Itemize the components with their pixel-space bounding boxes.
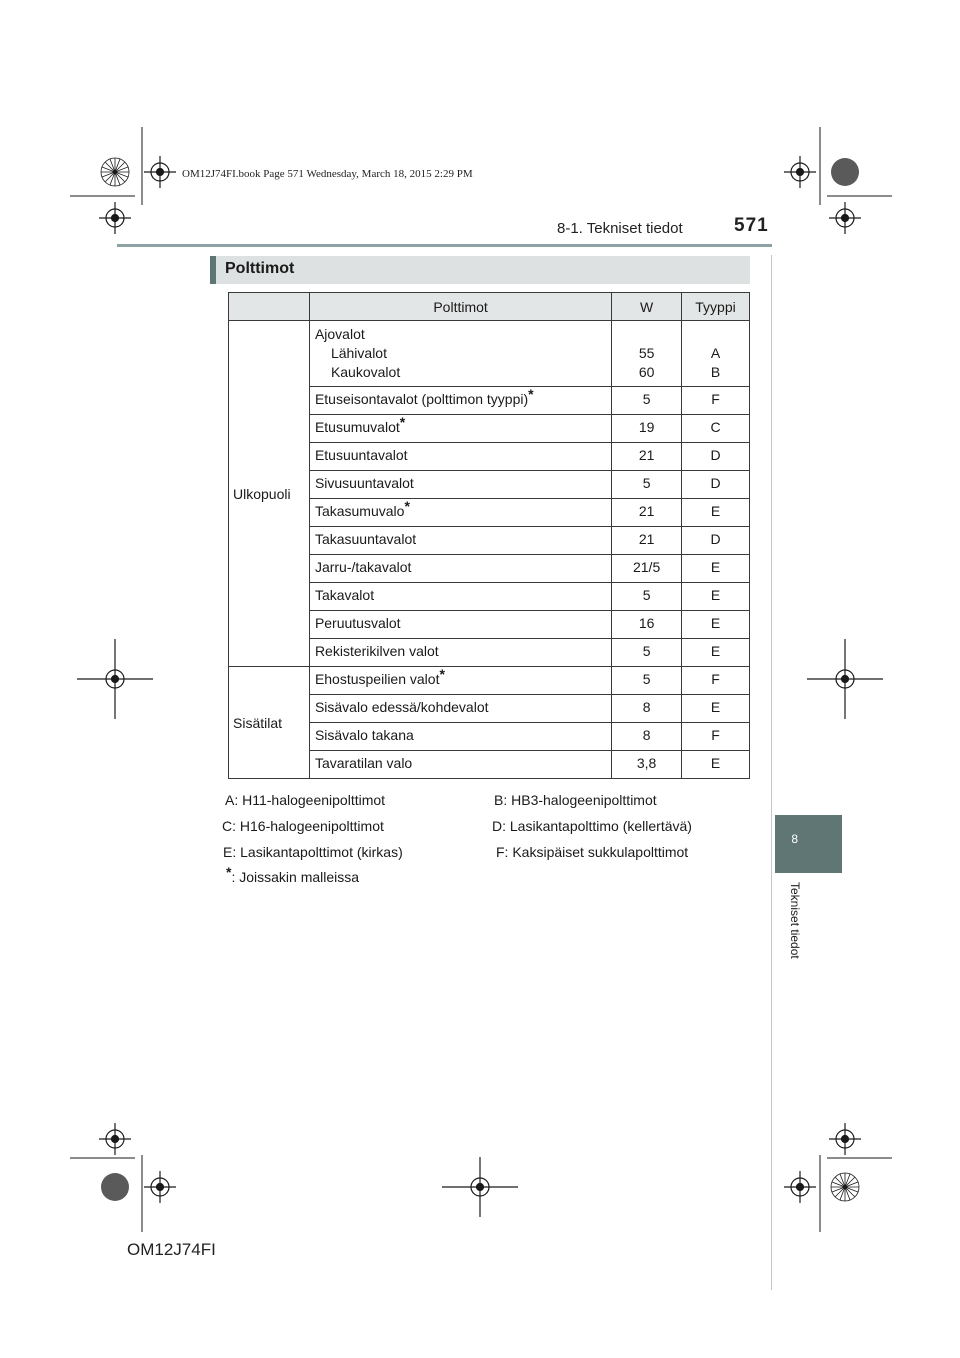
footnote-f: F: Kaksipäiset sukkulapolttimot <box>496 844 689 860</box>
bulb-watts <box>612 321 682 387</box>
bulb-watts: 19 <box>612 415 682 443</box>
bulb-subname: Lähivalot <box>330 345 387 361</box>
bulb-name: Sisävalo edessä/kohdevalot <box>309 695 611 723</box>
footer-code: OM12J74FI <box>127 1240 216 1259</box>
bulb-name <box>309 387 611 415</box>
bulb-table <box>228 292 750 779</box>
bulb-name: Takavalot <box>309 583 611 611</box>
bulb-name: Sivusuuntavalot <box>309 471 611 499</box>
bulb-name: Jarru-/takavalot <box>309 555 611 583</box>
chapter-number: 8 <box>791 832 798 846</box>
bulb-watts: 8 <box>612 695 682 723</box>
footnote-star-text: : Joissakin malleissa <box>231 869 360 885</box>
footnote-c: C: H16-halogeenipolttimot <box>222 818 384 834</box>
column-header: Tyyppi <box>682 293 750 321</box>
bulb-type: C <box>682 415 750 443</box>
bulb-type: E <box>682 583 750 611</box>
bulb-subname: Kaukovalot <box>330 364 401 380</box>
bulb-watts: 3,8 <box>612 751 682 779</box>
group-label: Ulkopuoli <box>229 321 310 667</box>
bulb-watts: 16 <box>612 611 682 639</box>
bulb-watts-value: 55 <box>638 345 655 361</box>
bulb-watts: 21/5 <box>612 555 682 583</box>
bulb-name <box>309 499 611 527</box>
bulb-name-main: Ajovalot <box>314 326 365 342</box>
bulb-name: Takasuuntavalot <box>309 527 611 555</box>
bulb-name-text: Takasumuvalo <box>314 503 405 519</box>
bulb-type: D <box>682 471 750 499</box>
bulb-name-text: Etusumuvalot <box>314 419 400 435</box>
chapter-label: Tekniset tiedot <box>788 882 802 959</box>
side-rule <box>771 255 772 1290</box>
bulb-watts: 8 <box>612 723 682 751</box>
column-header: Polttimot <box>309 293 611 321</box>
footnote-e: E: Lasikantapolttimot (kirkas) <box>223 844 403 860</box>
bulb-type: F <box>682 667 750 695</box>
book-info-line: OM12J74FI.book Page 571 Wednesday, March 18, 2015 2:29 PM <box>182 168 473 180</box>
bulb-type: D <box>682 527 750 555</box>
footnote-star: * <box>528 386 534 402</box>
bulb-name: Tavaratilan valo <box>309 751 611 779</box>
bulb-watts: 21 <box>612 527 682 555</box>
footnote-b: B: HB3-halogeenipolttimot <box>494 792 657 808</box>
footnote-star: * <box>404 498 410 514</box>
bulb-watts: 5 <box>612 639 682 667</box>
bulb-name <box>309 321 611 387</box>
bulb-name-text: Etuseisontavalot (polttimon tyyppi) <box>314 391 529 407</box>
bulb-name-text: Ehostuspeilien valot <box>314 671 440 687</box>
heading-title: Polttimot <box>225 260 295 277</box>
bulb-watts: 5 <box>612 471 682 499</box>
bulb-name: Sisävalo takana <box>309 723 611 751</box>
heading-accent <box>210 256 216 284</box>
table-row <box>229 667 750 695</box>
header-rule <box>117 244 772 247</box>
table-row <box>229 321 750 387</box>
chapter-tab <box>775 815 842 873</box>
column-header <box>229 293 310 321</box>
bulb-type <box>682 321 750 387</box>
bulb-type-value: B <box>710 364 721 380</box>
footnote-star: * <box>226 864 232 880</box>
bulb-type: E <box>682 695 750 723</box>
bulb-watts: 5 <box>612 583 682 611</box>
footnote-d: D: Lasikantapolttimo (kellertävä) <box>492 818 692 834</box>
footnote-star: * <box>439 666 445 682</box>
footnote-a: A: H11-halogeenipolttimot <box>225 792 386 808</box>
column-header: W <box>612 293 682 321</box>
section-title: 8-1. Tekniset tiedot <box>557 220 683 237</box>
bulb-type: F <box>682 723 750 751</box>
bulb-type: E <box>682 555 750 583</box>
bulb-type: D <box>682 443 750 471</box>
bulb-watts: 21 <box>612 443 682 471</box>
bulb-type: E <box>682 751 750 779</box>
bulb-type: E <box>682 639 750 667</box>
bulb-type: F <box>682 387 750 415</box>
bulb-type-value: A <box>710 345 721 361</box>
page-number: 571 <box>734 215 769 236</box>
footnote-star-note <box>226 864 360 885</box>
bulb-name <box>309 415 611 443</box>
bulb-watts: 21 <box>612 499 682 527</box>
bulb-watts: 5 <box>612 667 682 695</box>
section-heading <box>210 256 750 284</box>
bulb-name: Rekisterikilven valot <box>309 639 611 667</box>
bulb-name: Etusuuntavalot <box>309 443 611 471</box>
bulb-watts: 5 <box>612 387 682 415</box>
bulb-name <box>309 667 611 695</box>
group-label: Sisätilat <box>229 667 310 779</box>
footnote-star: * <box>399 414 406 430</box>
bulb-watts-value: 60 <box>638 364 655 380</box>
table-header-row <box>229 293 750 321</box>
bulb-name: Peruutusvalot <box>309 611 611 639</box>
bulb-type: E <box>682 499 750 527</box>
bulb-type: E <box>682 611 750 639</box>
